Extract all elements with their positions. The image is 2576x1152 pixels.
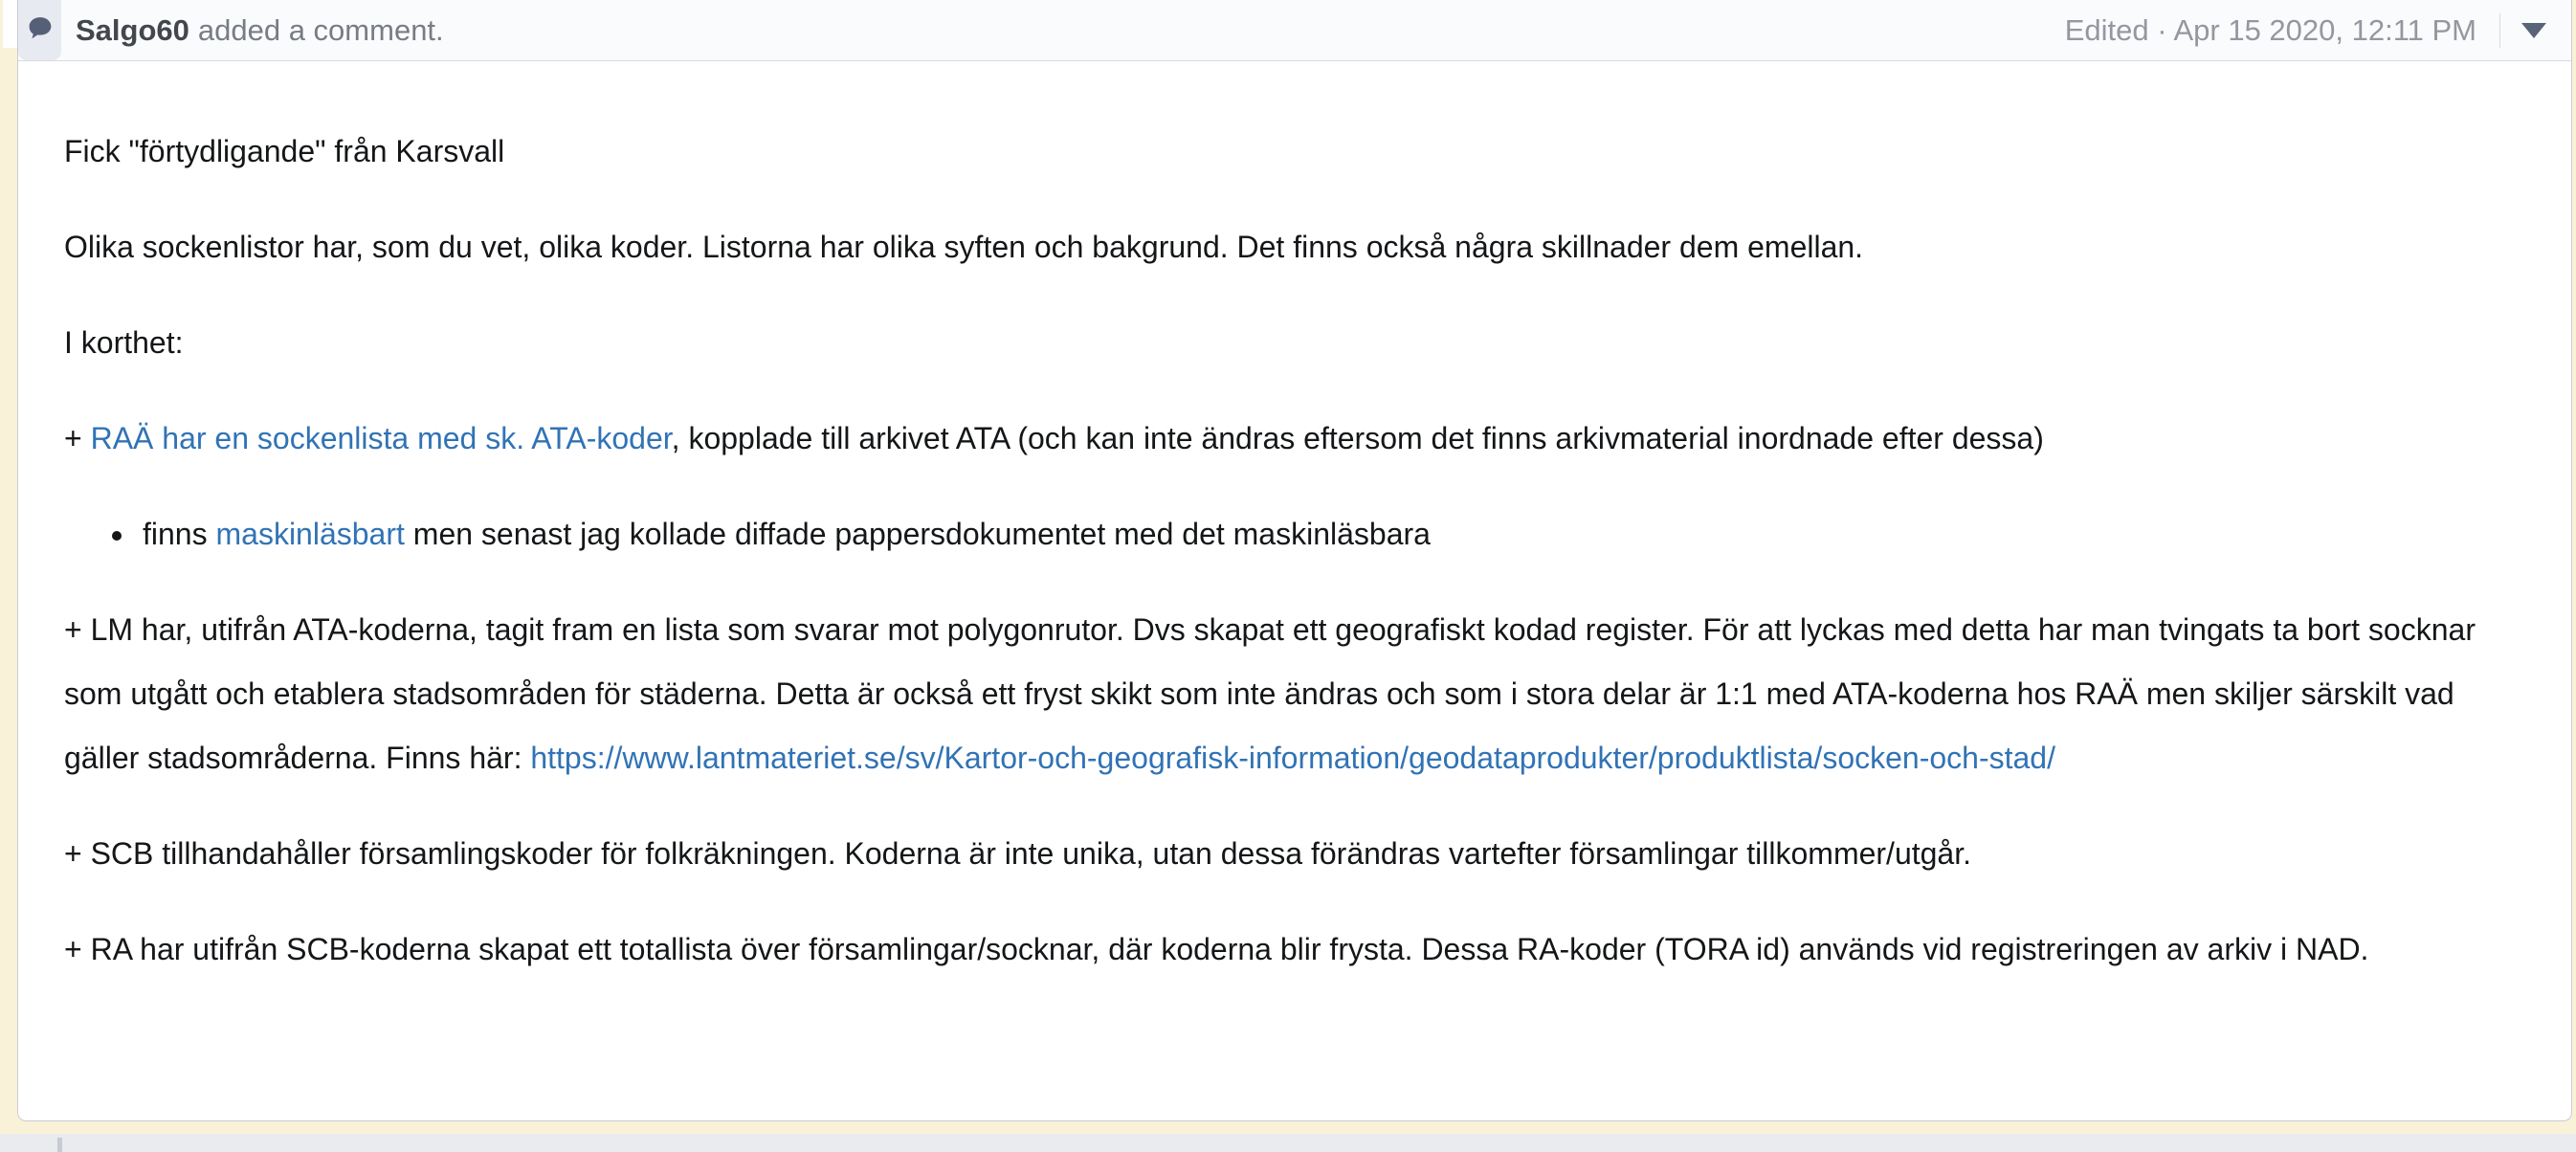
text-run: + RA har utifrån SCB-koderna skapat ett totallista över församlingar/socknar, där koderna blir frysta. Dessa RA-koder (TORA id) används vid registreringen av arkiv i NAD.	[64, 932, 2369, 966]
paragraph	[64, 120, 2510, 184]
list-item	[137, 502, 2510, 566]
header-divider	[2499, 13, 2500, 48]
paragraph	[64, 822, 2510, 886]
text-run: men senast jag kollade diffade pappersdokumentet med det maskinläsbara	[404, 517, 1431, 551]
text-run: I korthet:	[64, 325, 184, 360]
paragraph	[64, 407, 2510, 471]
paragraph	[64, 918, 2510, 982]
text-run: + LM har, utifrån ATA-koderna, tagit fram en lista som svarar mot polygonrutor. Dvs skapat ett geografiskt kodad register. För att lyckas med detta har man tvingats ta bort socknar som utgått och etablera stadsområden för städerna. Detta är också ett fryst skikt som inte ändras och som i stora delar är 1:1 med ATA-koderna hos RAÄ men skiljer särskilt vad gäller stadsområderna. Finns här:	[64, 612, 2476, 775]
text-run: finns	[143, 517, 216, 551]
timeline-spine	[57, 1138, 62, 1152]
timeline-gap	[3, 0, 17, 48]
text-run: Olika sockenlistor har, som du vet, olika koder. Listorna har olika syften och bakgrund. Det finns också några skillnader dem emellan.	[64, 230, 1864, 264]
text-run: +	[64, 421, 91, 455]
paragraph	[64, 598, 2510, 790]
inline-link[interactable]: maskinläsbart	[215, 517, 405, 551]
inline-link[interactable]: https://www.lantmateriet.se/sv/Kartor-och-geografisk-information/geodataprodukter/produktlista/socken-och-stad/	[530, 741, 2055, 775]
comment-type-badge	[18, 0, 61, 60]
comment-body	[18, 61, 2571, 1013]
bullet-list	[64, 502, 2510, 566]
text-run: + SCB tillhandahåller församlingskoder för folkräkningen. Koderna är inte unika, utan dessa förändras vartefter församlingar tillkommer/utgår.	[64, 836, 1971, 871]
comment-title	[76, 13, 444, 48]
inline-link[interactable]: RAÄ har en sockenlista med sk. ATA-koder	[90, 421, 672, 455]
header-right	[2065, 13, 2571, 48]
comment-header	[18, 0, 2571, 61]
edit-timestamp: Edited · Apr 15 2020, 12:11 PM	[2064, 12, 2476, 47]
text-run: Fick "förtydligande" från Karsvall	[64, 134, 505, 168]
action-text: added a comment.	[197, 12, 444, 47]
paragraph	[64, 215, 2510, 279]
next-timeline-section	[0, 1134, 2576, 1152]
caret-down-icon[interactable]	[2521, 23, 2546, 38]
paragraph	[64, 311, 2510, 375]
author-link[interactable]: Salgo60	[76, 12, 189, 47]
comment-card	[17, 0, 2572, 1121]
speech-bubble-icon	[27, 14, 54, 46]
text-run: , kopplade till arkivet ATA (och kan inte ändras eftersom det finns arkivmaterial inordnade efter dessa)	[671, 421, 2044, 455]
